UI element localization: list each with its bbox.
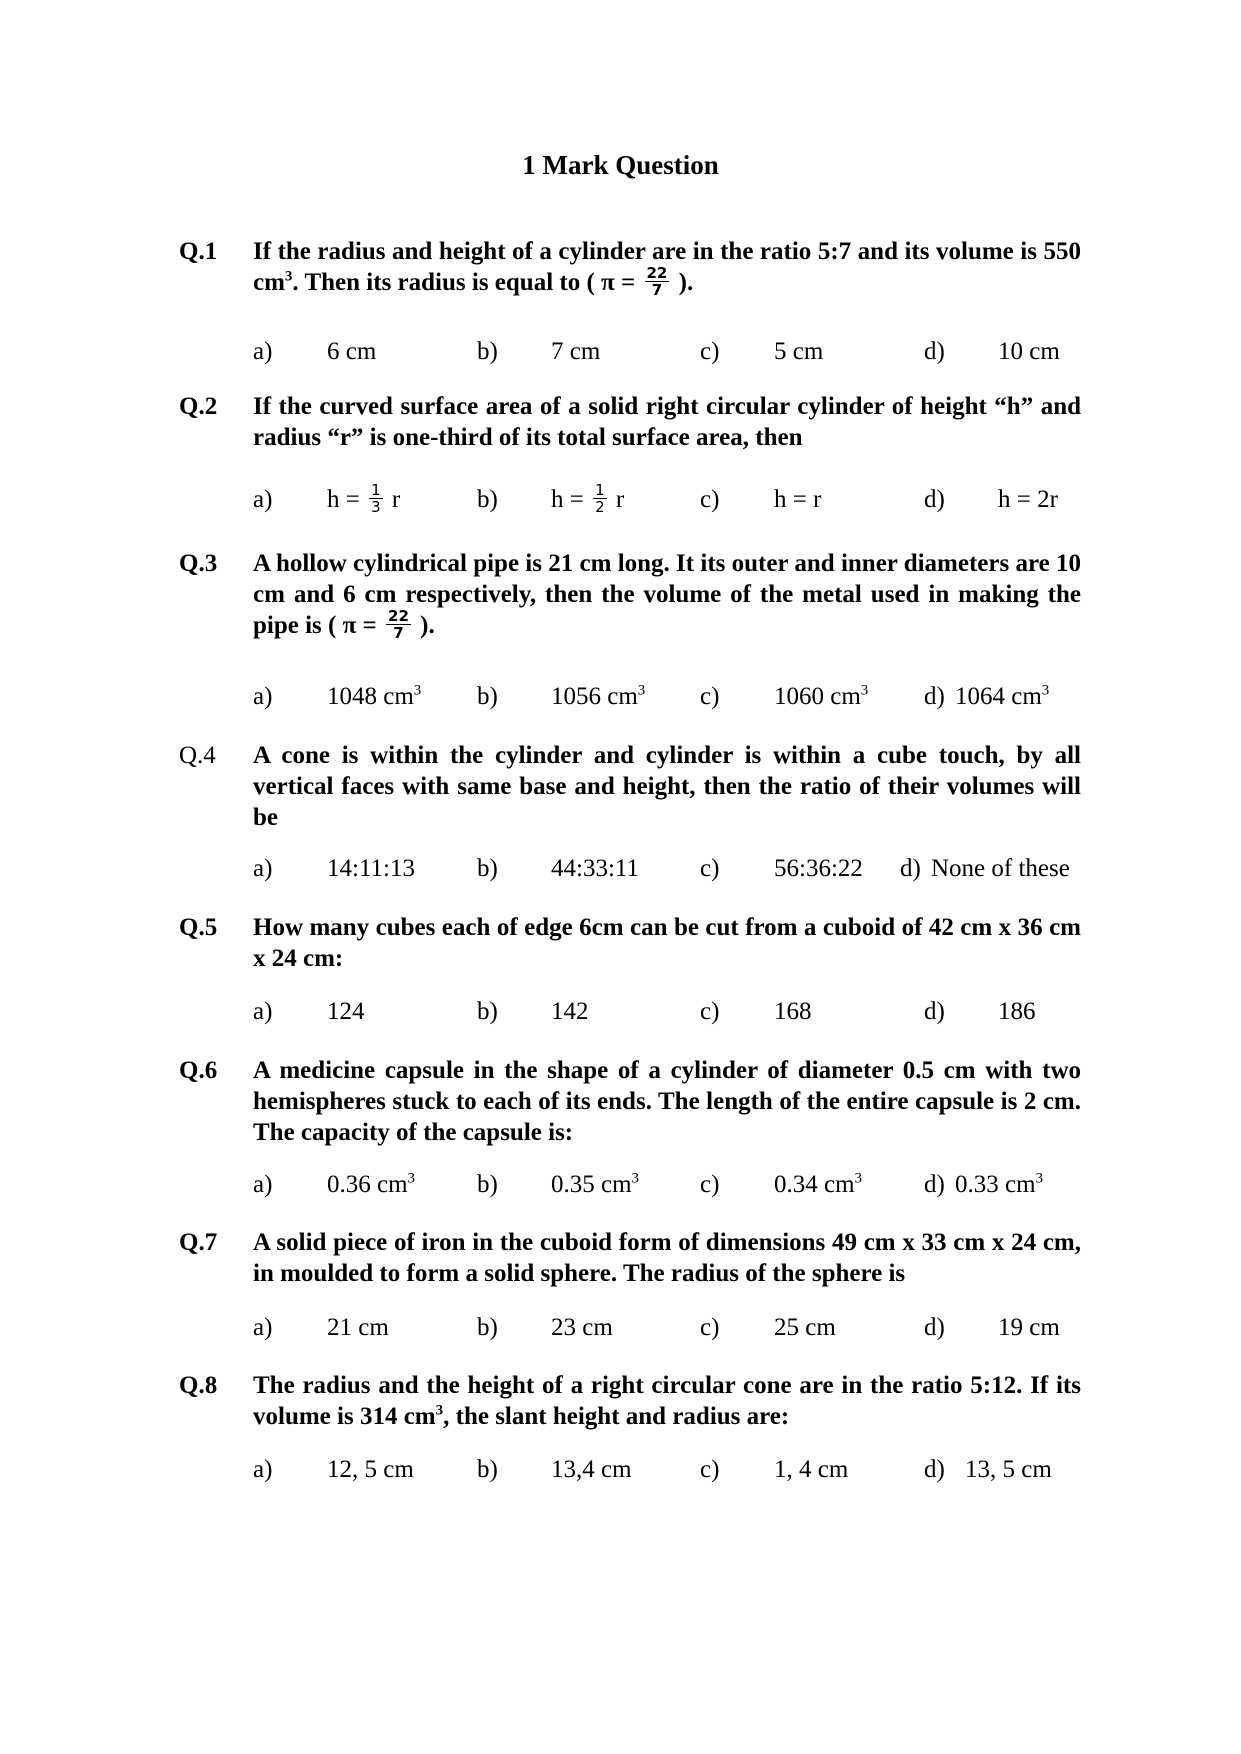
option-d-letter: d) xyxy=(924,1314,945,1341)
option-c-letter: c) xyxy=(700,486,720,513)
option-b-value: 23 cm xyxy=(551,1314,613,1341)
pi-fraction: $\frac{22}{7}$ xyxy=(646,263,668,299)
pi-fraction: $\frac{22}{7}$ xyxy=(388,606,409,642)
option-b-value: 1056 $cm^3$ xyxy=(551,682,646,710)
option-d-value: 186 xyxy=(998,998,1036,1025)
options-row-5 xyxy=(0,996,1241,1028)
option-c-letter: c) xyxy=(700,855,720,882)
one-half-fraction: $\frac{1}{2}$ xyxy=(595,480,605,516)
options-row-6 xyxy=(0,1169,1241,1201)
option-c-letter: c) xyxy=(700,1314,720,1341)
option-b-value: 0.35 $cm^3$ xyxy=(551,1170,640,1198)
question-text: How many cubes each of edge 6cm can be cut from a cuboid of 42 cm x 36 cm x 24 cm: xyxy=(253,914,1081,972)
question-number: Q.5 xyxy=(179,914,218,941)
option-d-value: 19 cm xyxy=(998,1314,1060,1341)
option-b-letter: b) xyxy=(477,855,498,882)
option-d-letter: d) xyxy=(924,1171,945,1198)
option-b-value: h = $\frac{1}{2}$ r xyxy=(551,480,625,516)
options-row-2 xyxy=(0,480,1241,516)
option-b-value: 44:33:11 xyxy=(551,855,639,882)
option-c-value: h = r xyxy=(774,486,822,513)
question-number: Q.7 xyxy=(179,1229,218,1256)
option-d-value: 10 cm xyxy=(998,338,1060,365)
option-a-letter: a) xyxy=(253,486,273,513)
option-d-letter: d) xyxy=(924,486,945,513)
option-a-letter: a) xyxy=(253,855,273,882)
option-a-value: 21 cm xyxy=(327,1314,389,1341)
option-b-letter: b) xyxy=(477,1314,498,1341)
option-d-value: 0.33 $cm^3$ xyxy=(955,1170,1044,1198)
options-row-7 xyxy=(0,1312,1241,1344)
option-d-value: 13, 5 cm xyxy=(965,1456,1052,1483)
option-a-letter: a) xyxy=(253,1171,273,1198)
option-c-letter: c) xyxy=(700,338,720,365)
options-row-1 xyxy=(0,336,1241,368)
options-row-4 xyxy=(0,853,1241,885)
question-number: Q.1 xyxy=(179,238,218,265)
option-c-letter: c) xyxy=(700,683,720,710)
options-row-3 xyxy=(0,681,1241,713)
option-b-letter: b) xyxy=(477,998,498,1025)
option-a-value: 0.36 $cm^3$ xyxy=(327,1170,416,1198)
option-c-letter: c) xyxy=(700,998,720,1025)
question-text: If the curved surface area of a solid right circular cylinder of height “h” and radius “r” is one-third of its total surface area, then xyxy=(253,393,1081,451)
one-third-fraction: $\frac{1}{3}$ xyxy=(371,480,381,516)
options-row-8 xyxy=(0,1454,1241,1486)
option-d-letter: d) xyxy=(924,1456,945,1483)
option-a-letter: a) xyxy=(253,1314,273,1341)
question-text: A solid piece of iron in the cuboid form of dimensions 49 cm x 33 cm x 24 cm, in moulded to form a solid sphere. The radius of the sphere is xyxy=(253,1229,1081,1287)
option-b-value: 142 xyxy=(551,998,589,1025)
option-b-letter: b) xyxy=(477,486,498,513)
option-c-value: 0.34 $cm^3$ xyxy=(774,1170,863,1198)
question-number: Q.4 xyxy=(179,742,216,769)
option-d-value: h = 2r xyxy=(998,486,1058,513)
option-a-letter: a) xyxy=(253,683,273,710)
option-a-value: 6 cm xyxy=(327,338,377,365)
question-text: A medicine capsule in the shape of a cylinder of diameter 0.5 cm with two hemispheres stuck to each of its ends. The length of the entire capsule is 2 cm. The capacity of the capsule is: xyxy=(253,1057,1081,1146)
question-text: If the radius and height of a cylinder are in the ratio 5:7 and its volume is 550 $cm^3$. Then its radius is equal to ( π = $\frac{22}{7}$ ). xyxy=(253,238,1081,299)
option-a-letter: a) xyxy=(253,998,273,1025)
option-b-letter: b) xyxy=(477,1171,498,1198)
option-c-letter: c) xyxy=(700,1456,720,1483)
option-b-letter: b) xyxy=(477,683,498,710)
option-d-value: 1064 $cm^3$ xyxy=(955,682,1050,710)
option-c-value: 5 cm xyxy=(774,338,824,365)
question-text: The radius and the height of a right circular cone are in the ratio 5:12. If its volume is 314 $cm^3$, the slant height and radius are: xyxy=(253,1372,1081,1430)
option-a-value: 14:11:13 xyxy=(327,855,415,882)
option-a-value: 1048 $cm^3$ xyxy=(327,682,422,710)
question-number: Q.8 xyxy=(179,1372,218,1399)
option-d-letter: d) xyxy=(924,338,945,365)
option-b-value: 13,4 cm xyxy=(551,1456,632,1483)
option-a-value: 124 xyxy=(327,998,365,1025)
option-c-value: 1060 $cm^3$ xyxy=(774,682,869,710)
option-d-letter: d) xyxy=(924,998,945,1025)
option-c-letter: c) xyxy=(700,1171,720,1198)
question-text: A cone is within the cylinder and cylinder is within a cube touch, by all vertical faces with same base and height, then the ratio of their volumes will be xyxy=(253,742,1081,831)
page-title: 1 Mark Question xyxy=(522,150,719,180)
option-d-letter: d) xyxy=(900,855,921,882)
option-d-value: None of these xyxy=(931,855,1070,882)
option-c-value: 1, 4 cm xyxy=(774,1456,849,1483)
question-number: Q.3 xyxy=(179,550,218,577)
option-c-value: 56:36:22 xyxy=(774,855,863,882)
option-a-value: h = $\frac{1}{3}$ r xyxy=(327,480,401,516)
option-b-value: 7 cm xyxy=(551,338,601,365)
option-a-value: 12, 5 cm xyxy=(327,1456,414,1483)
option-c-value: 25 cm xyxy=(774,1314,836,1341)
option-b-letter: b) xyxy=(477,338,498,365)
option-c-value: 168 xyxy=(774,998,812,1025)
option-b-letter: b) xyxy=(477,1456,498,1483)
option-a-letter: a) xyxy=(253,338,273,365)
question-number: Q.2 xyxy=(179,393,218,420)
question-text: A hollow cylindrical pipe is 21 cm long. It its outer and inner diameters are 10 cm and 6 cm respectively, then the volume of the metal used in making the pipe is ( π = $\frac{22}{7}$ ). xyxy=(253,550,1081,642)
option-a-letter: a) xyxy=(253,1456,273,1483)
option-d-letter: d) xyxy=(924,683,945,710)
question-number: Q.6 xyxy=(179,1057,218,1084)
